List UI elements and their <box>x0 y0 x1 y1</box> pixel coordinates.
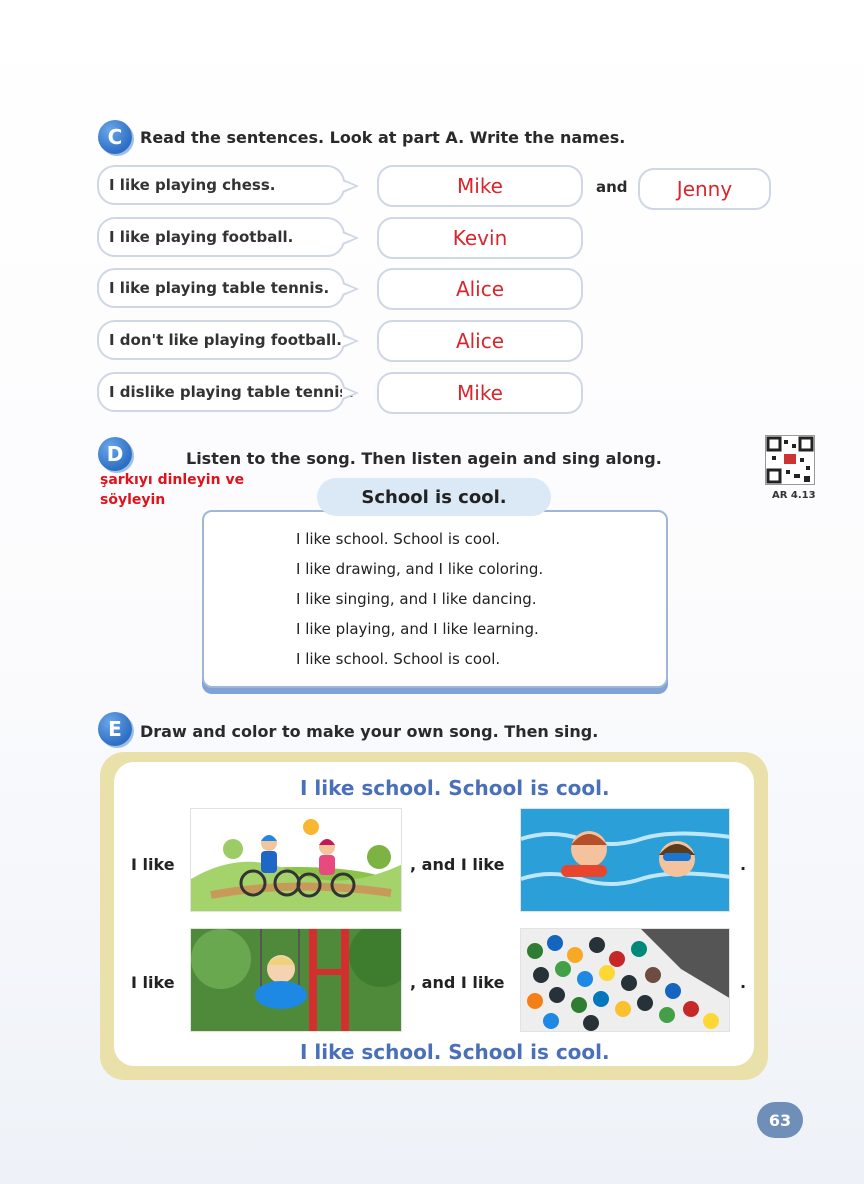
section-e-instruction: Draw and color to make your own song. Then sing. <box>140 722 599 741</box>
sentence-box <box>97 320 345 360</box>
translation-note-line: söyleyin <box>100 492 166 508</box>
section-c-badge: C <box>98 120 132 154</box>
and-i-like-label: , and I like <box>410 973 505 992</box>
marbles-image <box>520 928 730 1032</box>
extra-answer-box[interactable] <box>638 168 771 210</box>
answer-text: Mike <box>457 174 503 198</box>
translation-note <box>100 470 244 510</box>
song-title: School is cool. <box>317 478 551 516</box>
answer-text: Kevin <box>452 226 508 250</box>
and-label: and <box>596 178 628 196</box>
sentence-box <box>97 372 354 412</box>
section-e-badge: E <box>98 712 132 746</box>
song-line-bottom: I like school. School is cool. <box>300 1040 610 1064</box>
sentence-text: I like playing football. <box>109 228 294 246</box>
sentence-box <box>97 268 345 308</box>
sentence-text: I don't like playing football. <box>109 331 343 349</box>
sentence-text: I like playing chess. <box>109 176 276 194</box>
qr-code-label: AR 4.13 <box>772 490 816 501</box>
qr-code-icon[interactable] <box>765 435 815 485</box>
sentence-text: I like playing table tennis. <box>109 279 330 297</box>
answer-box[interactable] <box>377 372 583 414</box>
song-line: I like school. School is cool. <box>296 530 501 548</box>
extra-answer-text: Jenny <box>676 177 733 201</box>
and-i-like-label: , and I like <box>410 855 505 874</box>
section-d-instruction: Listen to the song. Then listen agein and sing along. <box>186 449 662 468</box>
answer-box[interactable] <box>377 217 583 259</box>
answer-box[interactable] <box>377 268 583 310</box>
answer-text: Alice <box>455 277 505 301</box>
swing-image <box>190 928 402 1032</box>
swimming-image <box>520 808 730 912</box>
translation-note-line: şarkıyı dinleyin ve <box>100 472 245 488</box>
sentence-text: I dislike playing table tennis. <box>109 383 354 401</box>
i-like-label: I like <box>131 973 175 992</box>
answer-text: Mike <box>457 381 503 405</box>
period-label: . <box>740 973 747 992</box>
song-line-top: I like school. School is cool. <box>300 776 610 800</box>
sentence-box <box>97 165 345 205</box>
cycling-image <box>190 808 402 912</box>
i-like-label: I like <box>131 855 175 874</box>
answer-box[interactable] <box>377 320 583 362</box>
song-line: I like playing, and I like learning. <box>296 620 539 638</box>
period-label: . <box>740 855 747 874</box>
answer-box[interactable] <box>377 165 583 207</box>
page-number: 63 <box>757 1102 803 1138</box>
answer-text: Alice <box>455 329 505 353</box>
section-c-instruction: Read the sentences. Look at part A. Write the names. <box>140 128 626 147</box>
section-d-badge: D <box>98 437 132 471</box>
sentence-box <box>97 217 345 257</box>
song-line: I like singing, and I like dancing. <box>296 590 537 608</box>
song-line: I like school. School is cool. <box>296 650 501 668</box>
song-line: I like drawing, and I like coloring. <box>296 560 544 578</box>
